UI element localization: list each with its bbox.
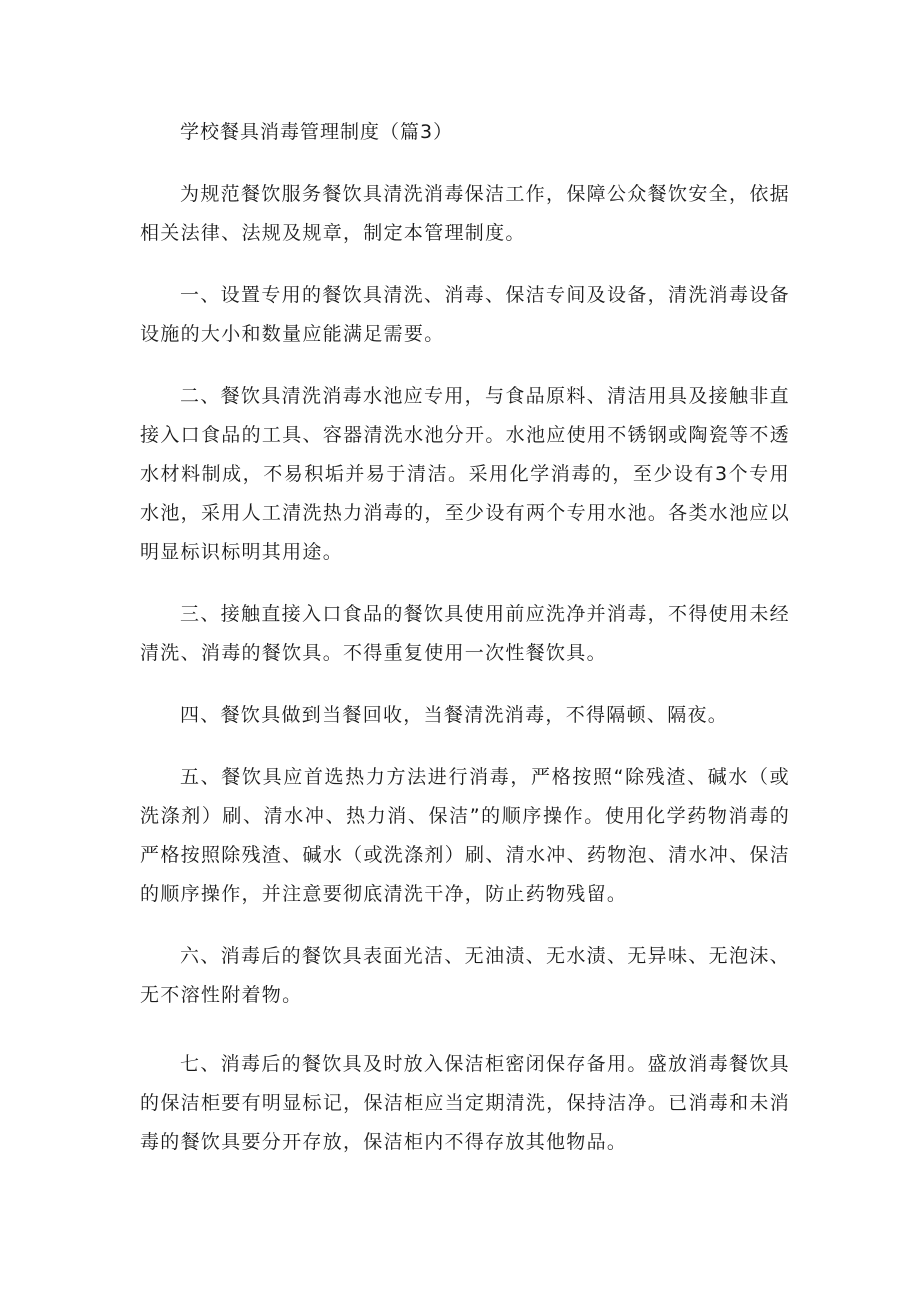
paragraph-rule-4: 四、餐饮具做到当餐回收，当餐清洗消毒，不得隔顿、隔夜。 — [180, 704, 729, 726]
paragraph-rule-3: 三、接触直接入口食品的餐饮具使用前应洗净并消毒，不得使用未经清洗、消毒的餐饮具。不得重复使用一次性餐饮具。 — [140, 603, 790, 664]
paragraph-intro: 为规范餐饮服务餐饮具清洗消毒保洁工作，保障公众餐饮安全，依据相关法律、法规及规章，制定本管理制度。 — [140, 183, 790, 244]
paragraph-rule-6: 六、消毒后的餐饮具表面光洁、无油渍、无水渍、无异味、无泡沫、无不溶性附着物。 — [140, 945, 790, 1006]
paragraph-rule-2: 二、餐饮具清洗消毒水池应专用，与食品原料、清洁用具及接触非直接入口食品的工具、容器清洗水池分开。水池应使用不锈钢或陶瓷等不透水材料制成，不易积垢并易于清洁。采用化学消毒的，至少设有3个专用水池，采用人工清洗热力消毒的，至少设有两个专用水池。各类水池应以明显标识标明其用途。 — [140, 385, 790, 563]
document-page — [140, 112, 790, 1185]
paragraph-rule-5: 五、餐饮具应首选热力方法进行消毒，严格按照“除残渣、碱水（或洗涤剂）刷、清水冲、热力消、保洁”的顺序操作。使用化学药物消毒的严格按照除残渣、碱水（或洗涤剂）刷、清水冲、药物泡、清水冲、保洁的顺序操作，并注意要彻底清洗干净，防止药物残留。 — [140, 766, 790, 905]
document-title: 学校餐具消毒管理制度（篇3） — [180, 121, 454, 143]
paragraph-rule-7: 七、消毒后的餐饮具及时放入保洁柜密闭保存备用。盛放消毒餐饮具的保洁柜要有明显标记，保洁柜应当定期清洗，保持洁净。已消毒和未消毒的餐饮具要分开存放，保洁柜内不得存放其他物品。 — [140, 1053, 790, 1153]
paragraph-rule-1: 一、设置专用的餐饮具清洗、消毒、保洁专间及设备，清洗消毒设备设施的大小和数量应能满足需要。 — [140, 284, 790, 345]
